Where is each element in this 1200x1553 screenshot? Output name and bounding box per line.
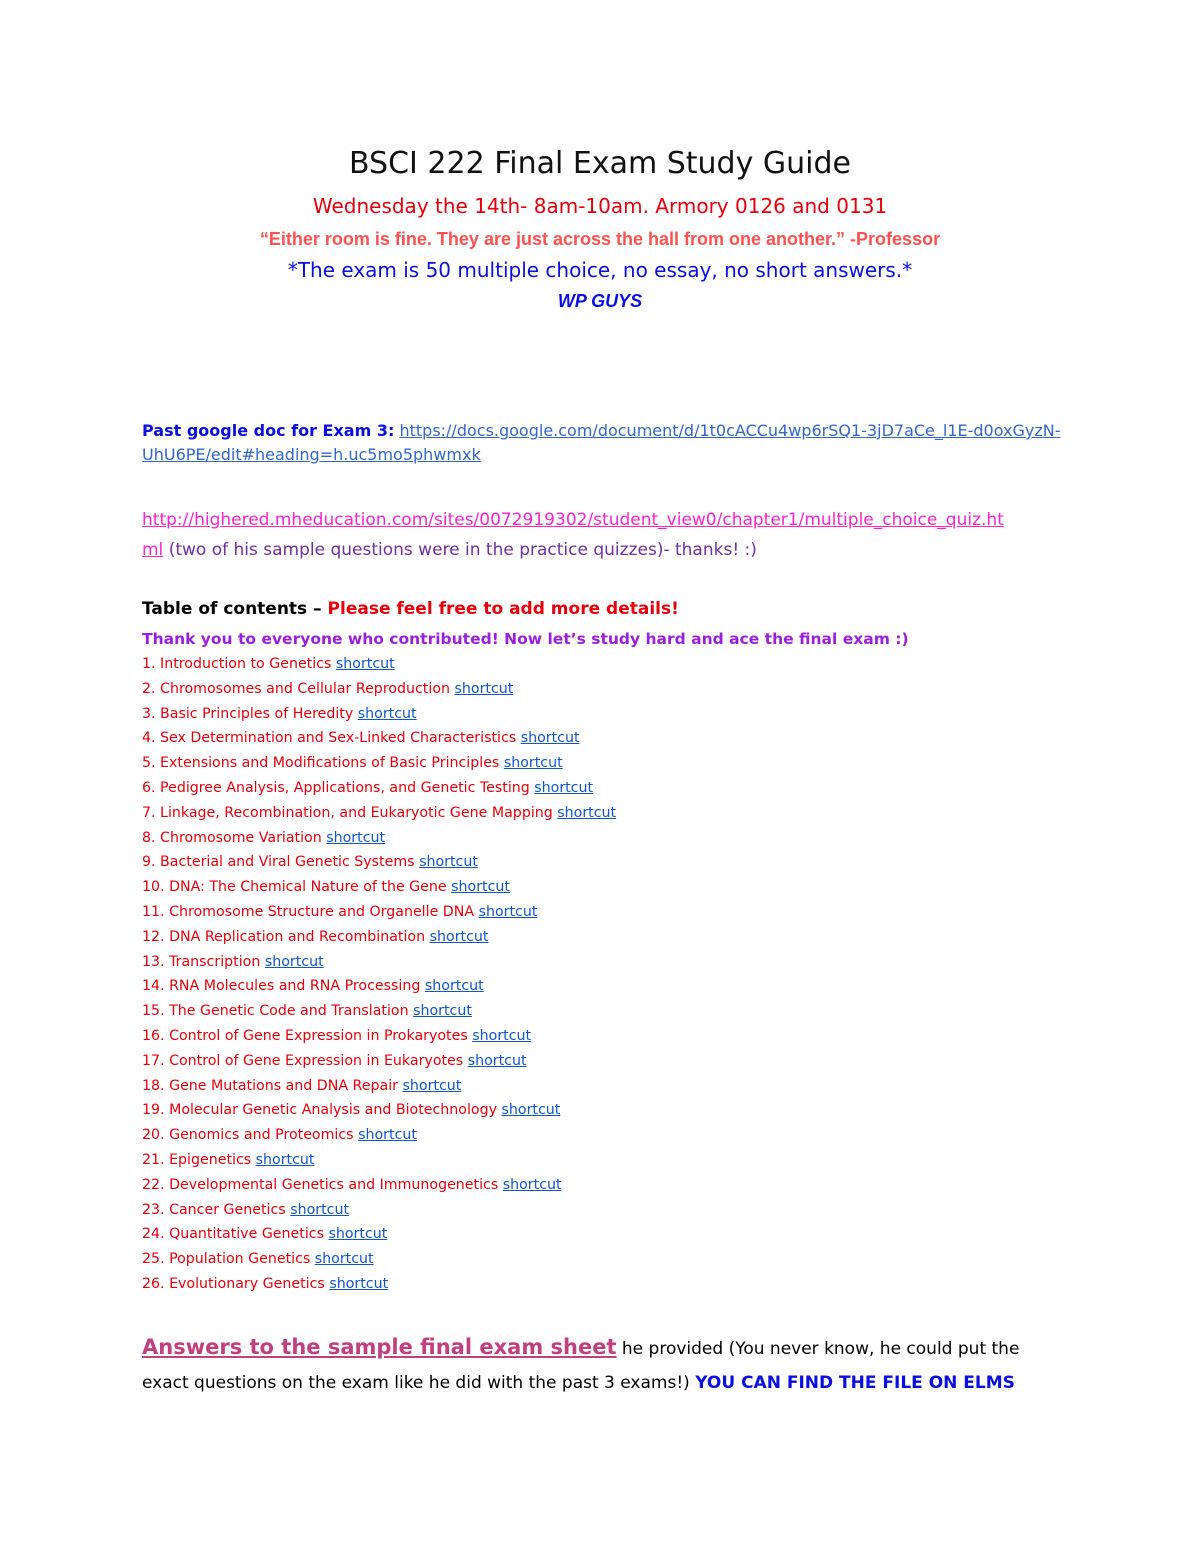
toc-item: [142, 1150, 616, 1175]
toc-item: [142, 753, 616, 778]
past-doc-link[interactable]: https://docs.google.com/document/d/1t0cACCu4wp6rSQ1-3jD7aCe_l1E-d0oxGyzN- UhU6PE/edit#heading=h.uc5mo5phwmxk: [142, 421, 1061, 464]
toc-item: [142, 778, 616, 803]
toc-item: [142, 704, 616, 729]
toc-shortcut-link[interactable]: shortcut: [314, 1251, 374, 1268]
elms-note: YOU CAN FIND THE FILE ON ELMS: [695, 1373, 1015, 1393]
toc-item-label: 8. Chromosome Variation: [142, 829, 322, 846]
toc-item-label: 7. Linkage, Recombination, and Eukaryotic Gene Mapping: [142, 804, 553, 821]
toc-shortcut-link[interactable]: shortcut: [255, 1151, 315, 1168]
toc-shortcut-link[interactable]: shortcut: [534, 779, 594, 796]
toc-item: [142, 952, 616, 977]
thanks-line: Thank you to everyone who contributed! Now let’s study hard and ace the final exam :): [142, 630, 909, 648]
toc-item: [142, 852, 616, 877]
toc-item-label: 15. The Genetic Code and Translation: [142, 1003, 409, 1020]
toc-shortcut-link[interactable]: shortcut: [503, 755, 563, 772]
toc-item-label: 12. DNA Replication and Recombination: [142, 928, 426, 945]
toc-item-label: 1. Introduction to Genetics: [142, 656, 332, 672]
toc-item: [142, 1026, 616, 1051]
toc-item: [142, 1175, 616, 1200]
toc-item: [142, 1051, 616, 1076]
toc-item-label: 19. Molecular Genetic Analysis and Biotechnology: [142, 1102, 497, 1119]
toc-item-label: 26. Evolutionary Genetics: [142, 1275, 325, 1292]
toc-shortcut-link[interactable]: shortcut: [413, 1003, 472, 1020]
past-doc-paragraph: [142, 419, 1062, 467]
toc-item-label: 25. Population Genetics: [142, 1251, 311, 1268]
toc-heading-accent: Please feel free to add more details!: [327, 599, 679, 619]
toc-shortcut-link[interactable]: shortcut: [472, 1027, 532, 1044]
toc-item-label: 10. DNA: The Chemical Nature of the Gene: [142, 879, 447, 896]
toc-item-label: 23. Cancer Genetics: [142, 1201, 286, 1218]
toc-shortcut-link[interactable]: shortcut: [424, 978, 484, 995]
toc-shortcut-link[interactable]: shortcut: [451, 879, 510, 896]
toc-item: [142, 1001, 616, 1026]
toc-item: [142, 1224, 616, 1249]
toc-shortcut-link[interactable]: shortcut: [328, 1226, 388, 1243]
toc-shortcut-link[interactable]: shortcut: [329, 1275, 389, 1292]
exam-format-note: *The exam is 50 multiple choice, no essay, no short answers.*: [287, 258, 913, 282]
toc-item: [142, 728, 616, 753]
toc-item-label: 9. Bacterial and Viral Genetic Systems: [142, 854, 415, 871]
toc-item: [142, 877, 616, 902]
toc-shortcut-link[interactable]: shortcut: [501, 1102, 561, 1119]
toc-item-label: 24. Quantitative Genetics: [142, 1226, 324, 1243]
past-doc-label: Past google doc for Exam 3:: [142, 421, 395, 440]
toc-item: [142, 679, 616, 704]
toc-item: [142, 828, 616, 853]
answers-link[interactable]: Answers to the sample final exam sheet: [142, 1335, 617, 1359]
toc-item-label: 22. Developmental Genetics and Immunogenetics: [142, 1176, 499, 1193]
toc-item: [142, 902, 616, 927]
toc-item-label: 14. RNA Molecules and RNA Processing: [142, 978, 421, 995]
toc-shortcut-link[interactable]: shortcut: [290, 1201, 350, 1218]
toc-shortcut-link[interactable]: shortcut: [335, 656, 395, 672]
toc-item-label: 2. Chromosomes and Cellular Reproduction: [142, 680, 450, 697]
toc-item: [142, 1200, 616, 1225]
toc-shortcut-link[interactable]: shortcut: [502, 1176, 562, 1193]
credit-line: WP GUYS: [557, 291, 643, 311]
toc-item: [142, 1249, 616, 1274]
toc-shortcut-link[interactable]: shortcut: [467, 1052, 527, 1069]
mheducation-note: (two of his sample questions were in the practice quizzes)- thanks! :): [168, 540, 757, 560]
toc-shortcut-link[interactable]: shortcut: [358, 1127, 417, 1144]
toc-shortcut-link[interactable]: shortcut: [454, 680, 514, 697]
toc-item: [142, 1100, 616, 1125]
toc-shortcut-link[interactable]: shortcut: [429, 928, 489, 945]
toc-item-label: 20. Genomics and Proteomics: [142, 1127, 354, 1144]
toc-item-label: 18. Gene Mutations and DNA Repair: [142, 1077, 398, 1094]
toc-item-label: 5. Extensions and Modifications of Basic Principles: [142, 755, 500, 772]
toc-item-label: 11. Chromosome Structure and Organelle DNA: [142, 903, 475, 920]
professor-quote: “Either room is fine. They are just across the hall from one another.” -Professor: [259, 229, 941, 249]
toc-item-label: 21. Epigenetics: [142, 1151, 252, 1168]
exam-time-location: Wednesday the 14th- 8am-10am. Armory 0126 and 0131: [312, 194, 888, 218]
toc-item-label: 3. Basic Principles of Heredity: [142, 705, 354, 722]
toc-item: [142, 976, 616, 1001]
toc-item-label: 16. Control of Gene Expression in Prokaryotes: [142, 1027, 468, 1044]
toc-item-label: 6. Pedigree Analysis, Applications, and Genetic Testing: [142, 779, 530, 796]
toc-item-label: 13. Transcription: [142, 953, 261, 970]
toc-shortcut-link[interactable]: shortcut: [326, 829, 386, 846]
toc-item: [142, 1076, 616, 1101]
toc-item-label: 4. Sex Determination and Sex-Linked Characteristics: [142, 730, 517, 747]
toc-item: [142, 1274, 616, 1299]
mheducation-paragraph: [142, 505, 1062, 565]
toc-shortcut-link[interactable]: shortcut: [520, 730, 580, 747]
toc-shortcut-link[interactable]: shortcut: [557, 804, 617, 821]
page-title: BSCI 222 Final Exam Study Guide: [348, 146, 851, 181]
toc-item-label: 17. Control of Gene Expression in Eukaryotes: [142, 1052, 464, 1069]
toc-heading: Table of contents – Please feel free to add more details!: [142, 599, 679, 619]
toc-item: [142, 803, 616, 828]
toc-item: [142, 1125, 616, 1150]
table-of-contents: [142, 654, 616, 1299]
toc-shortcut-link[interactable]: shortcut: [478, 903, 538, 920]
toc-item: [142, 654, 616, 679]
toc-item: [142, 927, 616, 952]
toc-shortcut-link[interactable]: shortcut: [357, 705, 417, 722]
toc-shortcut-link[interactable]: shortcut: [402, 1077, 462, 1094]
answers-paragraph: [142, 1330, 1042, 1400]
toc-shortcut-link[interactable]: shortcut: [419, 854, 478, 871]
mheducation-link[interactable]: http://highered.mheducation.com/sites/0072919302/student_view0/chapter1/multiple_choice_quiz.ht ml: [142, 510, 1004, 560]
answers-body: he provided (You never know, he could put the exact questions on the exam like he did with the past 3 exams!): [142, 1339, 1020, 1393]
toc-shortcut-link[interactable]: shortcut: [264, 953, 324, 970]
